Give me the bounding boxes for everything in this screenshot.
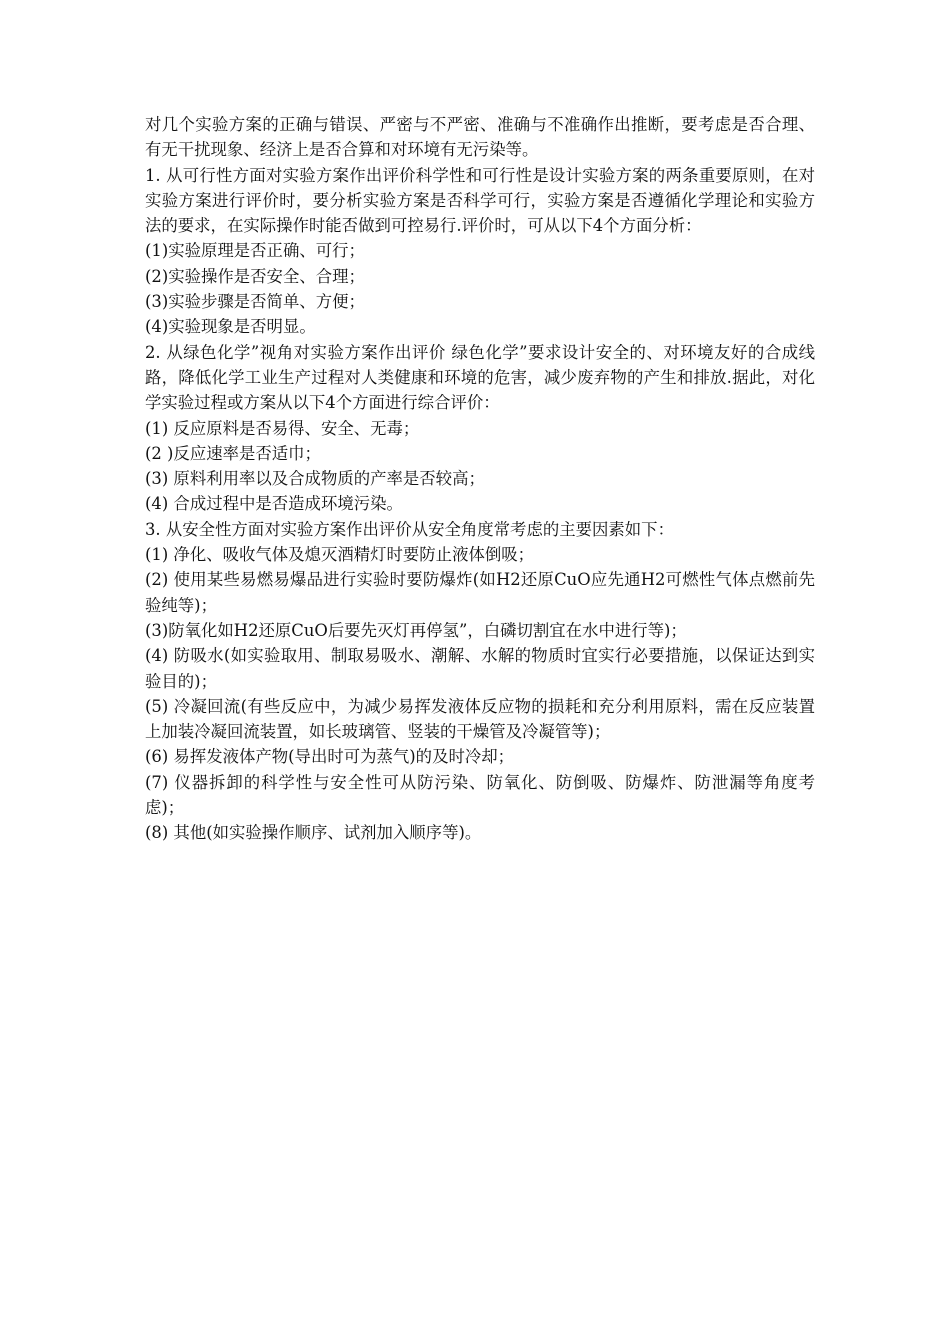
list-item: (3)实验步骤是否简单、方便；: [145, 292, 365, 312]
list-item: (3)防氧化如H2还原CuO后要先灭灯再停氢”，白磷切割宜在水中进行等)；: [145, 620, 687, 640]
list-item: (5) 冷凝回流(有些反应中，为减少易挥发液体反应物的损耗和充分利用原料，需在反应装置上加装冷凝回流装置，如长玻璃管、竖装的干燥管及冷凝管等)；: [145, 696, 815, 742]
list-item: (2 )反应速率是否适巾；: [145, 443, 321, 463]
list-item: (4) 合成过程中是否造成环境污染。: [145, 494, 403, 514]
list-item: (6) 易挥发液体产物(导出时可为蒸气)的及时冷却；: [145, 747, 515, 767]
list-item: (8) 其他(如实验操作顺序、试剂加入顺序等)。: [145, 823, 482, 843]
section-3-safety: 3. 从安全性方面对实验方案作出评价从安全角度常考虑的主要因素如下：: [145, 519, 674, 539]
list-item: (1)实验原理是否正确、可行；: [145, 241, 365, 261]
list-item: (7) 仪器拆卸的科学性与安全性可从防污染、防氧化、防倒吸、防爆炸、防泄漏等角度考虑)；: [145, 772, 815, 818]
list-item: (1) 净化、吸收气体及熄灭酒精灯时要防止液体倒吸；: [145, 545, 535, 565]
list-item: (4)实验现象是否明显。: [145, 317, 316, 337]
section-2-green-chemistry: 2. 从绿色化学”视角对实验方案作出评价 绿色化学”要求设计安全的、对环境友好的合成线路，降低化学工业生产过程对人类健康和环境的危害，减少废弃物的产生和排放.据此，对化学实验过程或方案从以下4个方面进行综合评价：: [145, 342, 815, 413]
section-1-feasibility: 1. 从可行性方面对实验方案作出评价科学性和可行性是设计实验方案的两条重要原则，在对实验方案进行评价时，要分析实验方案是否科学可行，实验方案是否遵循化学理论和实验方法的要求，在实际操作时能否做到可控易行.评价时，可从以下4个方面分析：: [145, 165, 815, 236]
list-item: (4) 防吸水(如实验取用、制取易吸水、潮解、水解的物质时宜实行必要措施，以保证达到实验目的)；: [145, 646, 815, 691]
document-body: [145, 112, 815, 846]
list-item: (1) 反应原料是否易得、安全、无毒；: [145, 418, 420, 438]
list-item: (2) 使用某些易燃易爆品进行实验时要防爆炸(如H2还原CuO应先通H2可燃性气体点燃前先验纯等)；: [145, 570, 815, 615]
list-item: (3) 原料利用率以及合成物质的产率是否较高；: [145, 469, 485, 489]
intro-paragraph: 对几个实验方案的正确与错误、严密与不严密、准确与不准确作出推断，要考虑是否合理、有无干扰现象、经济上是否合算和对环境有无污染等。: [145, 115, 815, 160]
list-item: (2)实验操作是否安全、合理；: [145, 266, 365, 286]
